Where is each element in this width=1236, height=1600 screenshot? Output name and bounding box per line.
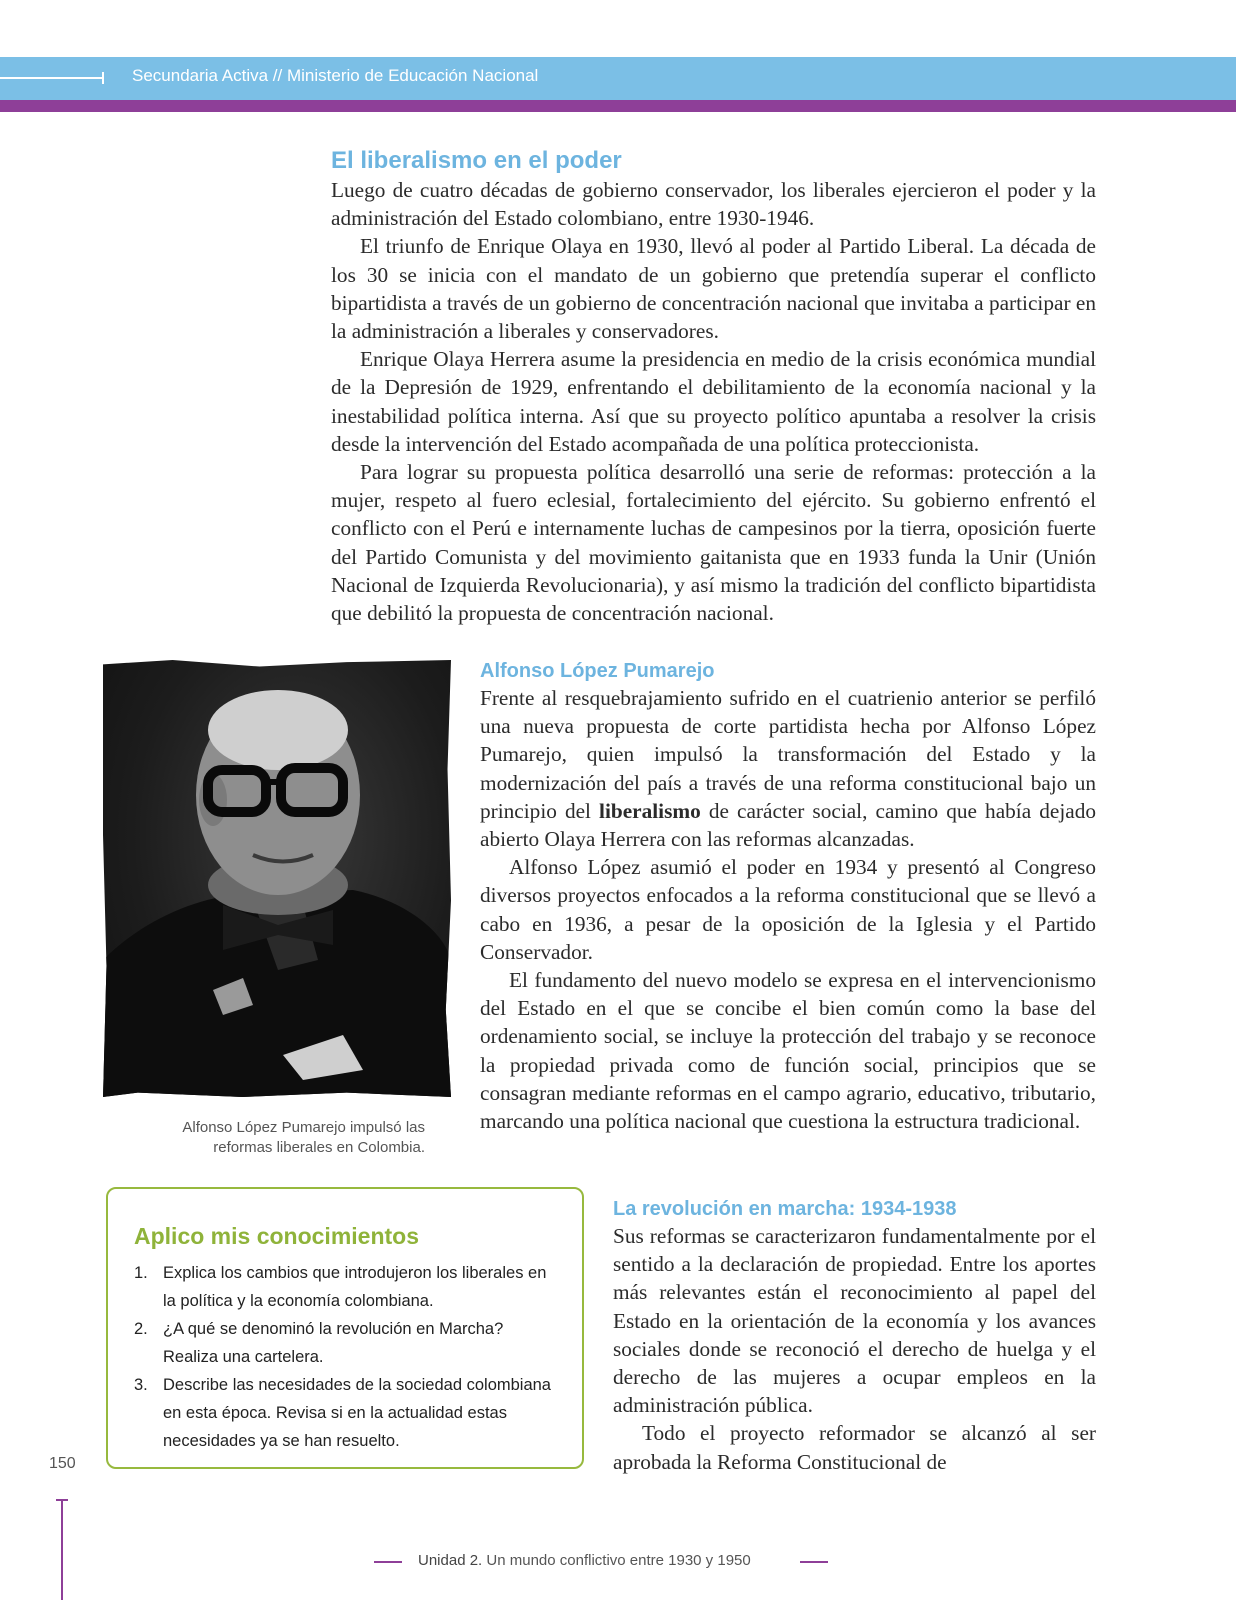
item-text: Explica los cambios que introdujeron los liberales en la política y la economía colombiana. bbox=[163, 1264, 547, 1310]
footer-text bbox=[418, 1552, 751, 1569]
section-liberalismo bbox=[331, 146, 1096, 627]
footer-rule-left bbox=[374, 1561, 402, 1563]
bold-term: liberalismo bbox=[599, 798, 701, 823]
text-run: Frente al resquebrajamiento sufrido en el cuatrienio anterior se perfiló una nueva propuesta de corte partidista hecha por Alfonso López Pumarejo, quien impulsó la transformación del Estado y la modernización del país a través de una reforma constitucional bajo un principio del bbox=[480, 686, 1096, 823]
paragraph: Luego de cuatro décadas de gobierno conservador, los liberales ejercieron el poder y la administración del Estado colombiano, entre 1930-1946. bbox=[331, 178, 1096, 231]
activity-list bbox=[134, 1259, 554, 1455]
footer-title: Un mundo conflictivo entre 1930 y 1950 bbox=[486, 1552, 751, 1569]
portrait-illustration bbox=[103, 660, 451, 1097]
activity-title: Aplico mis conocimientos bbox=[134, 1223, 419, 1249]
item-text: ¿A qué se denominó la revolución en Marcha? Realiza una cartelera. bbox=[163, 1320, 504, 1366]
item-number: 1. bbox=[134, 1264, 148, 1282]
item-number: 3. bbox=[134, 1376, 148, 1394]
activity-item bbox=[134, 1259, 554, 1315]
paragraph: Todo el proyecto reformador se alcanzó al ser aprobada la Reforma Constitucional de bbox=[613, 1421, 1096, 1474]
header-rule bbox=[0, 77, 104, 79]
paragraph: Alfonso López asumió el poder en 1934 y presentó al Congreso diversos proyectos enfocados a la reforma constitucional que se llevó a cabo en 1936, a pesar de la oposición de la Iglesia y el Partido Conservador. bbox=[480, 855, 1096, 964]
portrait-photo bbox=[103, 660, 451, 1097]
photo-caption: Alfonso López Pumarejo impulsó las reformas liberales en Colombia. bbox=[182, 1119, 425, 1156]
paragraph: El fundamento del nuevo modelo se expresa en el intervencionismo del Estado en el que se concibe el bien común como la base del ordenamiento social, se incluye la protección del trabajo y se reconoce la propiedad privada como de función social, principios que se consagran mediante reformas en el campo agrario, educativo, tributario, marcando una política nacional que cuestiona la estructura tradicional. bbox=[480, 968, 1096, 1134]
activity-item bbox=[134, 1315, 554, 1371]
section-body bbox=[480, 684, 1096, 1135]
section-heading: El liberalismo en el poder bbox=[331, 147, 622, 174]
header-accent-bar bbox=[0, 100, 1236, 112]
footer-rule-right bbox=[800, 1561, 828, 1563]
paragraph: El triunfo de Enrique Olaya en 1930, llevó al poder al Partido Liberal. La década de los 30 se inicia con el mandato de un gobierno que pretendía superar el conflicto bipartidista a través de un gobierno de concentración nacional que invitaba a participar en la administración a liberales y conservadores. bbox=[331, 234, 1096, 344]
paragraph: Para lograr su propuesta política desarrolló una serie de reformas: protección a la mujer, respeto al fuero eclesial, fortalecimiento del ejército. Su gobierno enfrentó el conflicto con el Perú e internamente luchas de campesinos por la tierra, oposición fuerte del Partido Comunista y del movimiento gaitanista que en 1933 funda la Unir (Unión Nacional de Izquierda Revolucionaria), y así mismo la tradición del conflicto bipartidista que debilitó la propuesta de concentración nacional. bbox=[331, 460, 1096, 626]
footer bbox=[374, 1551, 828, 1575]
activity-box bbox=[106, 1187, 584, 1469]
section-body bbox=[331, 176, 1096, 627]
activity-item bbox=[134, 1371, 554, 1455]
margin-line bbox=[61, 1499, 63, 1600]
section-heading: La revolución en marcha: 1934-1938 bbox=[613, 1198, 957, 1220]
page-number: 150 bbox=[49, 1455, 76, 1472]
paragraph: Sus reformas se caracterizaron fundamentalmente por el sentido a la declaración de propiedad. Entre los aportes más relevantes están el reconocimiento al papel del Estado en la orientación de la economía y los avances sociales donde se reconoció el derecho de huelga y el derecho de las mujeres a ocupar empleos en la administración pública. bbox=[613, 1224, 1096, 1418]
section-revolucion-en-marcha bbox=[613, 1196, 1096, 1476]
paragraph bbox=[480, 684, 1096, 853]
header-title: Secundaria Activa // Ministerio de Educación Nacional bbox=[132, 66, 539, 85]
section-body bbox=[613, 1222, 1096, 1476]
item-text: Describe las necesidades de la sociedad colombiana en esta época. Revisa si en la actualidad estas necesidades ya se han resuelto. bbox=[163, 1376, 551, 1450]
header-rule-tick bbox=[102, 72, 104, 84]
section-lopez-pumarejo bbox=[480, 658, 1096, 1135]
section-heading: Alfonso López Pumarejo bbox=[480, 660, 715, 682]
item-number: 2. bbox=[134, 1320, 148, 1338]
footer-unit: Unidad 2. bbox=[418, 1552, 483, 1569]
text-run: de carácter social, camino que había dejado abierto Olaya Herrera con las reformas alcanzadas. bbox=[480, 798, 1096, 852]
paragraph: Enrique Olaya Herrera asume la presidencia en medio de la crisis económica mundial de la Depresión de 1929, enfrentando el debilitamiento de la economía nacional y la inestabilidad política interna. Así que su proyecto político apuntaba a resolver la crisis desde la intervención del Estado acompañada de una política proteccionista. bbox=[331, 347, 1096, 456]
